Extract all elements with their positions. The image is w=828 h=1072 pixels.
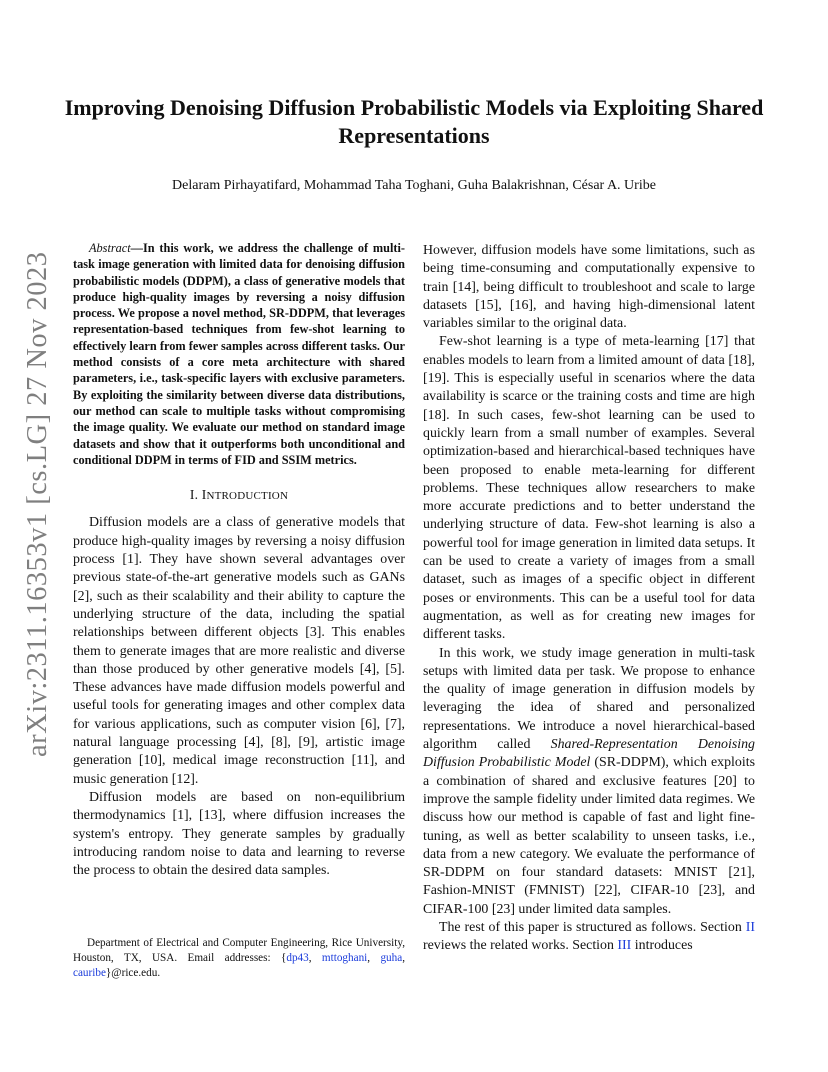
structure-paragraph — [423, 919, 755, 956]
section-number: I. — [189, 487, 199, 503]
author-list: Delaram Pirhayatifard, Mohammad Taha Toghani, Guha Balakrishnan, César A. Uribe — [172, 178, 656, 193]
email-separator: , — [402, 952, 405, 964]
email-link-mttoghani[interactable]: mttoghani — [321, 952, 368, 964]
right-paragraph-continued: However, diffusion models have some limitations, such as being time-consuming and computationally expensive to train [14], being difficult to troubleshoot and scale to large datasets [15], [16], and having high-dimensional latent variables similar to the original data. — [423, 243, 755, 332]
abstract-lead: Abstract — [89, 241, 131, 255]
email-link-cauribe[interactable]: cauribe — [73, 967, 106, 979]
intro-paragraph-2: Diffusion models are based on non-equilibrium thermodynamics [1], [13], where diffusion increases the system's entropy. They generate samples by gradually introducing random noise to data and learning to reverse the process to obtain the desired data samples. — [73, 789, 405, 879]
section-title-initial: I — [201, 487, 207, 503]
left-column — [73, 240, 405, 880]
email-domain: @rice.edu. — [111, 967, 161, 979]
this-work-text-b: (SR-DDPM), which exploits a combination of shared and exclusive features [20] to improve the sample fidelity under limited data regimes. We discuss how our method is capable of fast and light fine-tuning, as well as better scalability to unseen tasks, i.e., data from a new category. We evaluate the performance of SR-DDPM on four standard datasets: MNIST [21], Fashion-MNIST (FMNIST) [22], CIFAR-10 [23], and CIFAR-100 [23] under limited data samples. — [423, 755, 755, 917]
email-link-guha[interactable]: guha — [380, 952, 403, 964]
affiliation-footnote — [73, 936, 405, 981]
brace-close: } — [105, 967, 112, 979]
abstract-text: In this work, we address the challenge of multi-task image generation with limited data for denoising diffusion probabilistic models (DDPM), a class of generative models that produce high-quality images by reversing a noisy diffusion process. We propose a novel method, SR-DDPM, that leverages representation-based techniques from few-shot learning to effectively learn from fewer samples across different tasks. Our method consists of a core meta architecture with shared parameters, i.e., task-specific layers with exclusive parameters. By exploiting the similarity between diverse data distributions, our method can scale to multiple tasks without compromising the image quality. We evaluate our method on standard image datasets and show that it outperforms both unconditional and conditional DDPM in terms of FID and SSIM metrics. — [73, 241, 405, 467]
brace-open: { — [280, 952, 287, 964]
section-ref-ii[interactable]: II — [745, 919, 755, 935]
abstract — [73, 240, 405, 468]
structure-text-c: introduces — [631, 938, 693, 954]
section-ref-iii[interactable]: III — [617, 938, 632, 954]
email-separator: , — [308, 952, 322, 964]
footnote-text: Department of Electrical and Computer Engineering, Rice University, Houston, TX, USA. Email addresses: — [73, 937, 405, 964]
structure-text-b: reviews the related works. Section — [423, 938, 618, 954]
email-separator: , — [367, 952, 381, 964]
right-column — [423, 242, 755, 956]
few-shot-paragraph: Few-shot learning is a type of meta-learning [17] that enables models to learn from a limited amount of data [18], [19]. This is especially useful in scenarios where the data availability is scarce or the training costs and time are high [18]. In such cases, few-shot learning can be used to quickly learn from a small number of examples. Several optimization-based and hierarchical-based techniques have been proposed to enable meta-learning for different problems. These techniques allow researchers to make more accurate predictions and to better understand the underlying structure of data. Few-shot learning is also a powerful tool for image generation in limited data setups. It can be used to create a variety of images from a small dataset, such as images of a specific object in different poses or environments. This can be a useful tool for data augmentation, as well as for creating new images for different tasks. — [423, 334, 755, 643]
intro-paragraph-1: Diffusion models are a class of generative models that produce high-quality images by reversing a noisy diffusion process [1]. They have shown several advantages over previous state-of-the-art generative models such as GANs [2], such as their scalability and their ability to capture the underlying structure of the data, including the spatial relationships between different objects [3]. This enables them to generate images that are more realistic and diverse than those produced by other generative models [4], [5]. These advances have made diffusion models powerful and useful tools for generating images and other complex data for various applications, such as computer vision [6], [7], natural language processing [4], [8], [9], artistic image generation [10], medical image reconstruction [11], and music generation [12]. — [73, 515, 405, 787]
email-link-dp43[interactable]: dp43 — [286, 952, 309, 964]
this-work-paragraph — [423, 645, 755, 919]
paper-title: Improving Denoising Diffusion Probabilistic Models via Exploiting Shared Representations — [64, 95, 764, 148]
arxiv-sidebar-stamp: arXiv:2311.16353v1 [cs.LG] 27 Nov 2023 — [22, 251, 53, 757]
section-heading-introduction — [73, 486, 405, 505]
structure-text-a: The rest of this paper is structured as follows. Section — [439, 919, 746, 935]
method-name: Shared-Representation Denoising Diffusion Probabilistic Model — [423, 737, 755, 771]
this-work-text-a: In this work, we study image generation in multi-task setups with limited data per task. We propose to enhance the quality of image generation in diffusion models by leveraging the idea of shared and personalized representations. We introduce a novel hierarchical-based algorithm called — [423, 645, 755, 753]
abstract-dash: — — [130, 241, 143, 255]
section-title-rest: NTRODUCTION — [206, 490, 289, 503]
